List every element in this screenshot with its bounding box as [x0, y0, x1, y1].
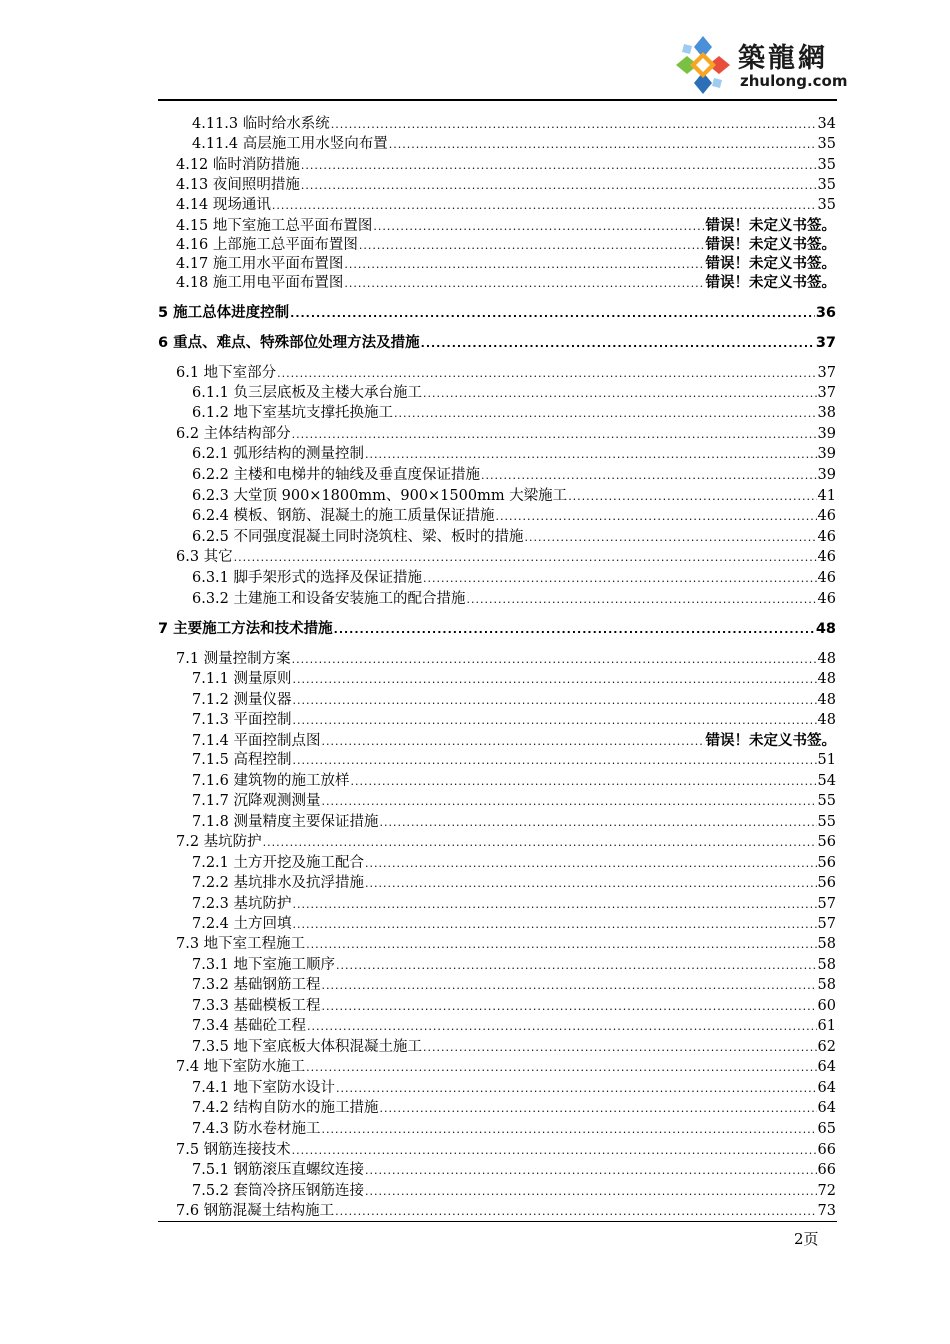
leader-dots [380, 813, 817, 833]
toc-entry[interactable] [192, 955, 836, 975]
toc-entry-page: 37 [817, 385, 836, 401]
toc-entry-title: 4.16 上部施工总平面布置图 [176, 237, 358, 253]
leader-dots [293, 751, 817, 771]
toc-entry-page: 55 [817, 793, 836, 809]
leader-dots [481, 466, 817, 486]
toc-entry[interactable] [176, 195, 836, 215]
leader-dots [322, 976, 817, 996]
toc-entry-page: 60 [817, 998, 836, 1014]
toc-entry[interactable] [176, 216, 836, 236]
leader-dots [306, 935, 816, 955]
toc-entry-title: 6.3.2 土建施工和设备安装施工的配合措施 [192, 591, 466, 607]
toc-entry[interactable] [176, 547, 836, 567]
toc-entry[interactable] [192, 894, 836, 914]
toc-entry-page: 57 [817, 916, 836, 932]
toc-chapter-title: 5 施工总体进度控制 [158, 305, 290, 321]
toc-entry-title: 7.5.2 套筒冷挤压钢筋连接 [192, 1183, 365, 1199]
toc-entry-title: 7.2.3 基坑防护 [192, 896, 292, 912]
toc-entry-title: 7.3.3 基础模板工程 [192, 998, 321, 1014]
toc-entry[interactable] [192, 914, 836, 934]
toc-entry[interactable] [176, 175, 836, 195]
toc-entry-title: 4.18 施工用电平面布置图 [176, 275, 344, 291]
toc-entry[interactable] [192, 383, 836, 403]
leader-dots [423, 384, 817, 404]
toc-entry[interactable] [176, 832, 836, 852]
leader-dots [467, 590, 817, 610]
toc-entry-error: 错误！未定义书签。 [705, 733, 836, 749]
toc-entry-page: 36 [815, 305, 836, 321]
toc-entry-page: 61 [817, 1018, 836, 1034]
toc-entry-title: 6.2.3 大堂顶 900×1800mm、900×1500mm 大梁施工 [192, 488, 568, 504]
leader-dots [365, 874, 817, 894]
leader-dots [336, 1079, 817, 1099]
leader-dots [365, 1161, 817, 1181]
toc-entry[interactable] [192, 873, 836, 893]
toc-entry[interactable] [192, 114, 836, 134]
toc-entry-title: 7.1.4 平面控制点图 [192, 733, 321, 749]
toc-entry-error: 错误！未定义书签。 [705, 237, 836, 253]
toc-entry[interactable] [176, 235, 836, 255]
toc-entry[interactable] [192, 486, 836, 506]
toc-entry-title: 7.5 钢筋连接技术 [176, 1142, 291, 1158]
toc-entry-page: 46 [817, 529, 836, 545]
toc-entry-title: 7.1.5 高程控制 [192, 752, 292, 768]
toc-entry-page: 56 [817, 875, 836, 891]
toc-entry[interactable] [192, 853, 836, 873]
logo-english-text: zhulong.com [740, 72, 848, 90]
toc-chapter[interactable] [158, 333, 836, 353]
toc-entry-error: 错误！未定义书签。 [705, 275, 836, 291]
toc-entry[interactable] [192, 1016, 836, 1036]
leader-dots [423, 569, 817, 589]
toc-entry[interactable] [192, 669, 836, 689]
leader-dots [307, 1017, 817, 1037]
toc-entry-page: 46 [817, 508, 836, 524]
toc-entry-title: 6.1.2 地下室基坑支撑托换施工 [192, 405, 394, 421]
toc-entry-page: 51 [817, 752, 836, 768]
leader-dots [277, 364, 816, 384]
toc-entry-title: 7.2.4 土方回填 [192, 916, 292, 932]
toc-entry[interactable] [192, 1037, 836, 1057]
leader-dots [344, 255, 704, 275]
toc-entry-title: 7.5.1 钢筋滚压直螺纹连接 [192, 1162, 365, 1178]
toc-entry-page: 35 [817, 157, 836, 173]
toc-entry-title: 6.2.5 不同强度混凝土同时浇筑柱、梁、板时的措施 [192, 529, 524, 545]
toc-entry-title: 7.3.1 地下室施工顺序 [192, 957, 336, 973]
toc-entry-title: 7.4.3 防水卷材施工 [192, 1121, 321, 1137]
toc-chapter-title: 7 主要施工方法和技术措施 [158, 621, 333, 637]
toc-entry-page: 39 [817, 467, 836, 483]
leader-dots [525, 528, 817, 548]
leader-dots [293, 915, 817, 935]
leader-dots [496, 507, 817, 527]
toc-entry-page: 38 [817, 405, 836, 421]
leader-dots [292, 650, 817, 670]
toc-entry-page: 34 [817, 116, 836, 132]
toc-entry[interactable] [192, 710, 836, 730]
toc-entry-page: 37 [815, 335, 836, 351]
toc-entry-page: 64 [817, 1100, 836, 1116]
toc-entry-error: 错误！未定义书签。 [705, 218, 836, 234]
leader-dots [331, 115, 817, 135]
leader-dots [263, 833, 817, 853]
leader-dots [359, 236, 705, 256]
toc-entry-title: 6.1.1 负三层底板及主楼大承台施工 [192, 385, 423, 401]
toc-entry-title: 4.14 现场通讯 [176, 197, 271, 213]
toc-entry-page: 72 [817, 1183, 836, 1199]
toc-chapter[interactable] [158, 619, 836, 639]
toc-entry[interactable] [192, 731, 836, 751]
logo-chinese-text: 築龍網 [738, 43, 828, 74]
leader-dots [334, 620, 815, 640]
toc-entry[interactable] [192, 690, 836, 710]
leader-dots [322, 1120, 817, 1140]
toc-entry[interactable] [176, 273, 836, 293]
toc-entry-page: 41 [817, 488, 836, 504]
leader-dots [421, 334, 815, 354]
leader-dots [322, 732, 705, 752]
leader-dots [293, 691, 817, 711]
toc-entry[interactable] [192, 996, 836, 1016]
toc-entry[interactable] [192, 771, 836, 791]
toc-entry[interactable] [192, 1098, 836, 1118]
leader-dots [234, 548, 817, 568]
toc-entry-error: 错误！未定义书签。 [705, 256, 836, 272]
leader-dots [351, 772, 817, 792]
toc-entry-page: 35 [817, 136, 836, 152]
toc-chapter-title: 6 重点、难点、特殊部位处理方法及措施 [158, 335, 420, 351]
leader-dots [290, 304, 815, 324]
toc-entry-title: 7.1.7 沉降观测测量 [192, 793, 321, 809]
toc-entry-title: 7.3.2 基础钢筋工程 [192, 977, 321, 993]
toc-entry[interactable] [176, 649, 836, 669]
leader-dots [293, 670, 817, 690]
toc-entry[interactable] [176, 1057, 836, 1077]
leader-dots [301, 156, 817, 176]
toc-entry[interactable] [176, 934, 836, 954]
toc-entry-title: 4.15 地下室施工总平面布置图 [176, 218, 373, 234]
toc-entry-title: 4.11.3 临时给水系统 [192, 116, 330, 132]
leader-dots [365, 854, 817, 874]
toc-entry-title: 6.3.1 脚手架形式的选择及保证措施 [192, 570, 423, 586]
toc-entry[interactable] [176, 1201, 836, 1221]
toc-entry-page: 37 [817, 365, 836, 381]
toc-entry-page: 66 [817, 1162, 836, 1178]
toc-entry-title: 7.1.3 平面控制 [192, 712, 292, 728]
toc-entry[interactable] [192, 1078, 836, 1098]
leader-dots [380, 1099, 817, 1119]
toc-entry-title: 6.3 其它 [176, 549, 233, 565]
toc-entry-page: 56 [817, 855, 836, 871]
toc-entry-page: 46 [817, 570, 836, 586]
toc-entry-page: 56 [817, 834, 836, 850]
leader-dots [335, 1202, 816, 1222]
toc-entry-page: 48 [817, 651, 836, 667]
toc-entry-title: 7.1.8 测量精度主要保证措施 [192, 814, 379, 830]
leader-dots [373, 217, 704, 237]
toc-entry-page: 62 [817, 1039, 836, 1055]
leader-dots [301, 176, 817, 196]
toc-entry[interactable] [192, 506, 836, 526]
toc-entry[interactable] [192, 1119, 836, 1139]
footer-rule [158, 1221, 837, 1222]
leader-dots [365, 445, 817, 465]
leader-dots [394, 404, 817, 424]
toc-entry-title: 4.11.4 高层施工用水竖向布置 [192, 136, 388, 152]
toc-entry-page: 55 [817, 814, 836, 830]
toc-entry-title: 7.2.2 基坑排水及抗浮措施 [192, 875, 365, 891]
toc-entry-page: 35 [817, 177, 836, 193]
leader-dots [322, 792, 817, 812]
toc-entry-page: 64 [817, 1059, 836, 1075]
toc-entry-title: 4.12 临时消防措施 [176, 157, 300, 173]
toc-entry-title: 7.3.5 地下室底板大体积混凝土施工 [192, 1039, 423, 1055]
toc-entry-title: 7.6 钢筋混凝土结构施工 [176, 1203, 335, 1219]
toc-entry-page: 48 [817, 671, 836, 687]
toc-entry-title: 4.13 夜间照明措施 [176, 177, 300, 193]
toc-entry-page: 66 [817, 1142, 836, 1158]
toc-entry-page: 58 [817, 957, 836, 973]
toc-entry[interactable] [192, 750, 836, 770]
toc-entry[interactable] [192, 589, 836, 609]
leader-dots [322, 997, 817, 1017]
toc-entry[interactable] [192, 1160, 836, 1180]
toc-entry[interactable] [192, 975, 836, 995]
toc-entry[interactable] [192, 527, 836, 547]
leader-dots [336, 956, 817, 976]
toc-entry[interactable] [192, 134, 836, 154]
toc-entry-page: 58 [817, 977, 836, 993]
leader-dots [293, 895, 817, 915]
toc-entry[interactable] [192, 403, 836, 423]
toc-entry-title: 7.3.4 基础砼工程 [192, 1018, 307, 1034]
leader-dots [306, 1058, 816, 1078]
toc-entry-page: 48 [817, 712, 836, 728]
toc-entry-title: 6.2.1 弧形结构的测量控制 [192, 446, 365, 462]
toc-entry[interactable] [192, 465, 836, 485]
toc-entry-page: 57 [817, 896, 836, 912]
toc-entry-page: 54 [817, 773, 836, 789]
leader-dots [293, 711, 817, 731]
toc-entry[interactable] [192, 1181, 836, 1201]
leader-dots [344, 274, 704, 294]
leader-dots [389, 135, 817, 155]
toc-entry[interactable] [192, 791, 836, 811]
toc-entry-page: 64 [817, 1080, 836, 1096]
toc-entry-title: 4.17 施工用水平面布置图 [176, 256, 344, 272]
toc-entry[interactable] [192, 812, 836, 832]
toc-entry-page: 46 [817, 591, 836, 607]
toc-entry-page: 65 [817, 1121, 836, 1137]
toc-entry-title: 7.2.1 土方开挖及施工配合 [192, 855, 365, 871]
toc-entry-title: 7.3 地下室工程施工 [176, 936, 306, 952]
toc-entry-title: 6.2.4 模板、钢筋、混凝土的施工质量保证措施 [192, 508, 495, 524]
toc-entry-title: 7.2 基坑防护 [176, 834, 262, 850]
toc-entry[interactable] [192, 444, 836, 464]
toc-entry-title: 7.4.2 结构自防水的施工措施 [192, 1100, 379, 1116]
toc-entry-title: 6.2 主体结构部分 [176, 426, 291, 442]
toc-entry-page: 46 [817, 549, 836, 565]
leader-dots [568, 487, 816, 507]
toc-entry[interactable] [176, 363, 836, 383]
toc-entry-page: 35 [817, 197, 836, 213]
toc-entry-page: 39 [817, 446, 836, 462]
toc-chapter[interactable] [158, 303, 836, 323]
toc-entry-title: 6.2.2 主楼和电梯井的轴线及垂直度保证措施 [192, 467, 481, 483]
toc-entry[interactable] [176, 424, 836, 444]
toc-entry-title: 6.1 地下室部分 [176, 365, 277, 381]
toc-entry-page: 48 [817, 692, 836, 708]
toc-entry-title: 7.4.1 地下室防水设计 [192, 1080, 336, 1096]
toc-entry-title: 7.1.6 建筑物的施工放样 [192, 773, 350, 789]
leader-dots [292, 425, 817, 445]
toc-entry[interactable] [176, 155, 836, 175]
toc-entry-page: 58 [817, 936, 836, 952]
leader-dots [365, 1182, 817, 1202]
toc-entry[interactable] [176, 254, 836, 274]
toc-entry[interactable] [176, 1140, 836, 1160]
toc-entry-title: 7.4 地下室防水施工 [176, 1059, 306, 1075]
toc-entry-title: 7.1.1 测量原则 [192, 671, 292, 687]
toc-entry-page: 39 [817, 426, 836, 442]
page-number: 2页 [794, 1230, 819, 1248]
leader-dots [292, 1141, 817, 1161]
toc-entry-page: 73 [817, 1203, 836, 1219]
leader-dots [272, 196, 817, 216]
toc-entry-page: 48 [815, 621, 836, 637]
leader-dots [423, 1038, 817, 1058]
toc-entry-title: 7.1 测量控制方案 [176, 651, 291, 667]
toc-entry-title: 7.1.2 测量仪器 [192, 692, 292, 708]
toc-entry[interactable] [192, 568, 836, 588]
